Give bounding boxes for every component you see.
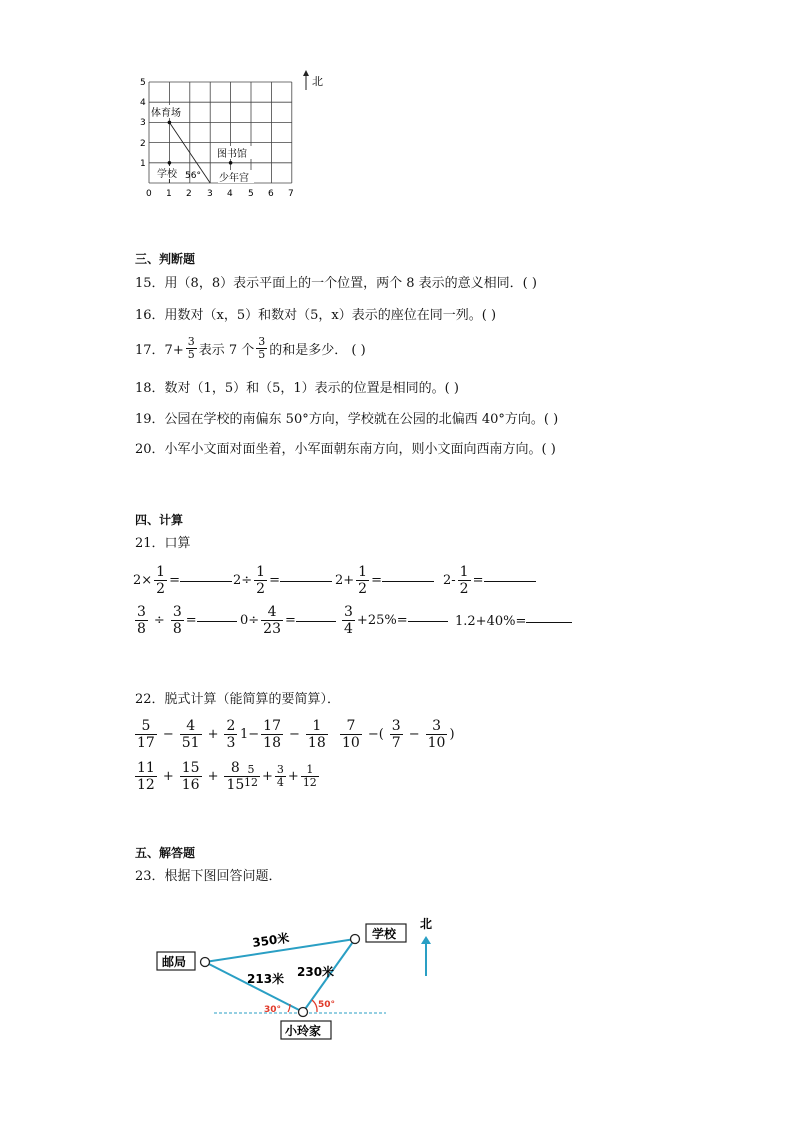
stadium-point <box>168 121 172 125</box>
section3-title: 三、判断题 <box>135 252 196 266</box>
home-point <box>299 1008 308 1017</box>
distance-213: 213米 <box>247 972 285 986</box>
answer-blank[interactable] <box>280 580 332 582</box>
y-tick: 4 <box>140 98 146 108</box>
q17-mid: 表示 7 个 <box>198 343 255 358</box>
route-post-home <box>205 962 303 1012</box>
post-office-label: 邮局 <box>162 955 187 969</box>
x-tick: 0 <box>146 189 152 199</box>
school-label: 学校 <box>157 169 177 180</box>
q17-fraction-1: $\frac{3}{5}$ <box>187 335 195 361</box>
answer-blank[interactable] <box>197 620 237 622</box>
question-19: 19．公园在学校的南偏东 50°方向，学校就在公园的北偏西 40°方向。( ) <box>135 412 559 427</box>
angle-50: 50° <box>318 1000 336 1010</box>
question-16: 16．用数对（x，5）和数对（5，x）表示的座位在同一列。( ) <box>135 308 497 323</box>
calc-expr-2: 1− $\frac{17}{18}$ − $\frac{1}{18}$ <box>240 718 326 751</box>
angle-arc-50 <box>312 1000 317 1012</box>
x-tick: 6 <box>268 189 274 199</box>
school-label: 学校 <box>372 927 397 941</box>
calc-expr-5: $\frac{5}{12}$ + $\frac{3}{4}$ + $\frac{1}{12}$ <box>244 763 317 789</box>
y-tick: 5 <box>140 78 146 88</box>
oral-calc-8: 1.2+40%= <box>455 614 572 629</box>
q17-pre: 17．7+ <box>135 343 184 358</box>
distance-230: 230米 <box>297 965 335 979</box>
section4-title: 四、计算 <box>135 513 184 527</box>
answer-blank[interactable] <box>408 620 448 622</box>
home-label: 小玲家 <box>285 1024 322 1038</box>
x-tick: 1 <box>166 189 172 199</box>
post-office-point <box>201 958 210 967</box>
library-label: 图书馆 <box>217 149 247 160</box>
north-label: 北 <box>420 917 433 931</box>
x-tick: 4 <box>227 189 233 199</box>
answer-blank[interactable] <box>382 580 434 582</box>
x-tick: 2 <box>186 189 192 199</box>
section5-title: 五、解答题 <box>135 846 196 860</box>
angle-30: 30° <box>264 1005 282 1015</box>
route-map-figure <box>150 908 450 1048</box>
oral-calc-1: 2× $\frac{1}{2}$ = <box>133 564 232 597</box>
y-tick: 1 <box>140 159 146 169</box>
oral-calc-4: 2- $\frac{1}{2}$ = <box>443 564 536 597</box>
angle-label: 56° <box>185 171 201 181</box>
question-23: 23．根据下图回答问题． <box>135 869 282 884</box>
question-20: 20．小军小文面对面坐着，小军面朝东南方向，则小文面向西南方向。( ) <box>135 442 556 457</box>
answer-blank[interactable] <box>526 621 572 623</box>
y-tick: 2 <box>140 139 146 149</box>
school-point <box>168 161 172 165</box>
distance-350: 350米 <box>251 930 291 950</box>
calc-expr-1: $\frac{5}{17}$ − $\frac{4}{51}$ + $\frac{2}{3}$ <box>137 718 236 751</box>
answer-blank[interactable] <box>180 580 232 582</box>
question-15: 15．用（8，8）表示平面上的一个位置，两个 8 表示的意义相同．( ) <box>135 276 537 291</box>
school-point <box>351 935 360 944</box>
stadium-label: 体育场 <box>151 108 181 119</box>
question-22: 22．脱式计算（能简算的要简算）． <box>135 692 341 707</box>
x-tick: 5 <box>248 189 254 199</box>
oral-calc-3: 2+ $\frac{1}{2}$ = <box>335 564 434 597</box>
question-21: 21．口算 <box>135 536 191 551</box>
calc-expr-3: $\frac{7}{10}$ −( $\frac{3}{7}$ − $\frac{3}{10}$ ) <box>342 718 455 751</box>
library-point <box>229 161 233 165</box>
coordinate-grid-figure <box>130 70 340 205</box>
oral-calc-5: $\frac{3}{8}$ ÷ $\frac{3}{8}$ = <box>133 604 237 637</box>
calc-expr-4: $\frac{11}{12}$ + $\frac{15}{16}$ + $\frac{8}{15}$ <box>137 760 245 793</box>
oral-calc-6: 0÷ $\frac{4}{23}$ = <box>240 604 336 637</box>
y-tick: 3 <box>140 118 146 128</box>
q17-fraction-2: $\frac{3}{5}$ <box>258 335 266 361</box>
question-17 <box>135 336 366 361</box>
oral-calc-7: $\frac{3}{4}$ +25%= <box>340 604 448 637</box>
oral-calc-2: 2÷ $\frac{1}{2}$ = <box>233 564 332 597</box>
x-tick: 3 <box>207 189 213 199</box>
q17-post: 的和是多少． ( ) <box>269 343 366 358</box>
answer-blank[interactable] <box>484 580 536 582</box>
question-18: 18．数对（1，5）和（5，1）表示的位置是相同的。( ) <box>135 381 459 396</box>
x-tick: 7 <box>288 189 294 199</box>
answer-blank[interactable] <box>296 620 336 622</box>
north-label: 北 <box>312 75 323 88</box>
palace-label: 少年宫 <box>219 173 249 184</box>
